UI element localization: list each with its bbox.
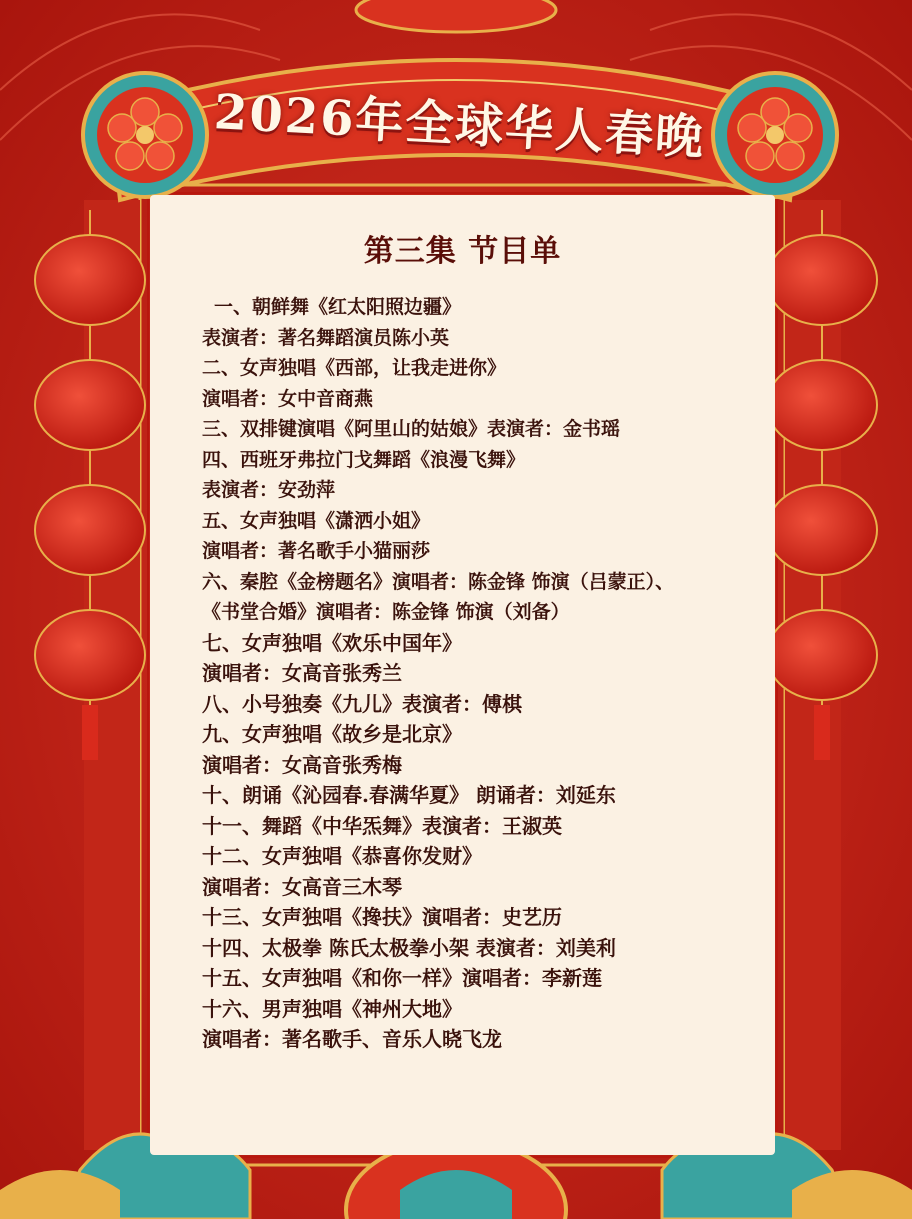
program-item: 十、朗诵《沁园春.春满华夏》 朗诵者：刘延东: [202, 783, 616, 807]
page-subtitle: 第三集 节目单: [363, 234, 562, 269]
program-item: 四、西班牙弗拉门戈舞蹈《浪漫飞舞》: [202, 448, 526, 471]
program-item: 三、双排键演唱《阿里山的姑娘》表演者：金书瑶: [202, 418, 621, 440]
program-item: 演唱者：著名歌手小猫丽莎: [202, 540, 431, 562]
program-item: 五、女声独唱《潇洒小姐》: [202, 509, 431, 532]
program-item: 七、女声独唱《欢乐中国年》: [202, 630, 462, 655]
program-item: 一、朝鲜舞《红太阳照边疆》: [214, 296, 462, 318]
program-item: 表演者：著名舞蹈演员陈小英: [202, 326, 450, 349]
banner-title: 2026年全球华人春晚: [212, 83, 707, 166]
program-item: 十二、女声独唱《恭喜你发财》: [202, 844, 482, 868]
program-item: 演唱者：女高音三木琴: [202, 874, 402, 899]
program-item: 演唱者：女高音张秀兰: [202, 661, 402, 685]
program-list: [202, 292, 772, 1055]
program-item: 演唱者：著名歌手、音乐人晓飞龙: [202, 1027, 502, 1051]
program-item: 二、女声独唱《西部，让我走进你》: [202, 357, 507, 379]
program-item: 十四、太极拳 陈氏太极拳小架 表演者：刘美利: [202, 935, 616, 960]
program-item: 六、秦腔《金榜题名》演唱者：陈金锋 饰演（吕蒙正）、: [202, 570, 675, 593]
program-item: 《书堂合婚》演唱者：陈金锋 饰演（刘备）: [202, 601, 570, 623]
program-item: 演唱者：女中音商燕: [202, 387, 374, 410]
program-item: 表演者：安劲萍: [202, 479, 336, 501]
program-item: 十六、男声独唱《神州大地》: [202, 996, 462, 1021]
program-item: 十五、女声独唱《和你一样》演唱者：李新莲: [202, 966, 602, 990]
program-item: 演唱者：女高音张秀梅: [202, 752, 402, 777]
title-banner: [180, 80, 740, 166]
program-item: 九、女声独唱《故乡是北京》: [202, 722, 462, 746]
program-item: 十一、舞蹈《中华炁舞》表演者：王淑英: [202, 813, 562, 838]
program-item: 十三、女声独唱《搀扶》演唱者：史艺历: [202, 905, 562, 929]
program-item: 八、小号独奏《九儿》表演者：傅棋: [202, 691, 522, 716]
